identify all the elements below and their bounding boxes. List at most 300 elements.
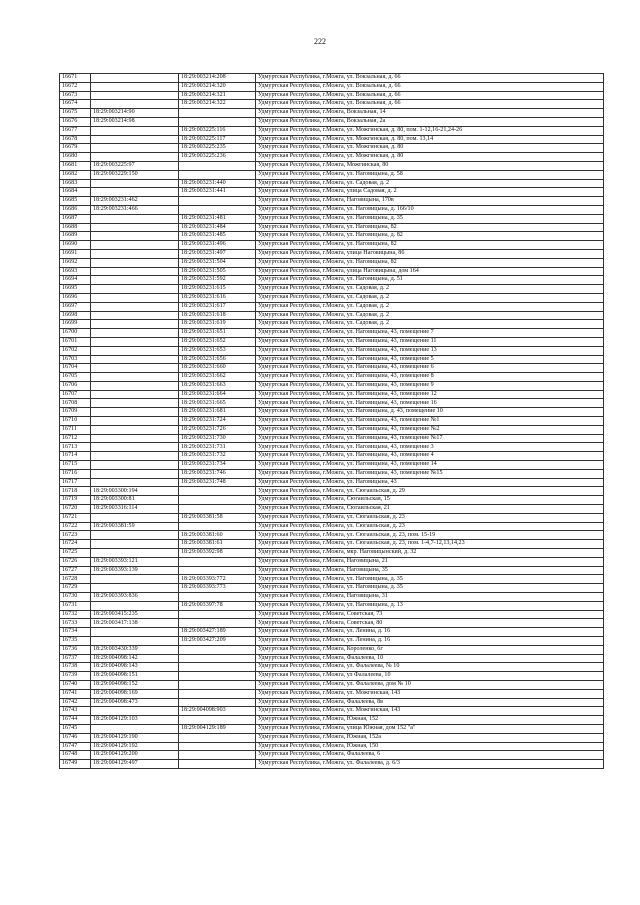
- table-row: [60, 672, 604, 681]
- row-number-cell: 16733: [60, 619, 91, 628]
- object-cadastral-number-cell: 18:29:003231:663: [179, 381, 256, 390]
- object-cadastral-number-cell: [179, 522, 256, 531]
- row-number-cell: 16728: [60, 575, 91, 584]
- object-cadastral-number-cell: 18:29:003231:481: [179, 214, 256, 223]
- land-cadastral-number-cell: [91, 540, 179, 549]
- address-cell: Удмуртская Республика, г.Можга, ул. Наговицына, д. 166/10: [256, 205, 604, 214]
- row-number-cell: 16710: [60, 417, 91, 426]
- land-cadastral-number-cell: [91, 355, 179, 364]
- object-cadastral-number-cell: 18:29:003231:653: [179, 346, 256, 355]
- object-cadastral-number-cell: [179, 170, 256, 179]
- land-cadastral-number-cell: [91, 320, 179, 329]
- object-cadastral-number-cell: [179, 742, 256, 751]
- row-number-cell: 16726: [60, 557, 91, 566]
- object-cadastral-number-cell: 18:29:003231:724: [179, 417, 256, 426]
- address-cell: Удмуртская Республика, г.Можга, мкр. Наговицынский, д. 32: [256, 549, 604, 558]
- address-cell: Удмуртская Республика, г.Можга, ул. Наговицына, 43, помещение 12: [256, 390, 604, 399]
- land-cadastral-number-cell: [91, 285, 179, 294]
- land-cadastral-number-cell: [91, 628, 179, 637]
- land-cadastral-number-cell: [91, 267, 179, 276]
- registry-table: [59, 73, 604, 769]
- row-number-cell: 16736: [60, 645, 91, 654]
- address-cell: Удмуртская Республика, г.Можга, ул. Наговицына, 43, помещение 4: [256, 452, 604, 461]
- row-number-cell: 16715: [60, 461, 91, 470]
- address-cell: Удмуртская Республика, г.Можга, ул. Наговицына, д. 35: [256, 214, 604, 223]
- land-cadastral-number-cell: [91, 179, 179, 188]
- page-number: 222: [314, 37, 326, 46]
- row-number-cell: 16740: [60, 680, 91, 689]
- object-cadastral-number-cell: 18:29:003231:664: [179, 390, 256, 399]
- land-cadastral-number-cell: 18:29:003214:98: [91, 117, 179, 126]
- object-cadastral-number-cell: [179, 751, 256, 760]
- table-row: [60, 610, 604, 619]
- object-cadastral-number-cell: 18:29:003231:734: [179, 461, 256, 470]
- land-cadastral-number-cell: [91, 329, 179, 338]
- table-row: [60, 557, 604, 566]
- land-cadastral-number-cell: [91, 724, 179, 733]
- row-number-cell: 16686: [60, 205, 91, 214]
- object-cadastral-number-cell: 18:29:003231:662: [179, 373, 256, 382]
- object-cadastral-number-cell: 18:29:003231:660: [179, 364, 256, 373]
- object-cadastral-number-cell: [179, 663, 256, 672]
- object-cadastral-number-cell: 18:29:003231:592: [179, 276, 256, 285]
- row-number-cell: 16712: [60, 434, 91, 443]
- table-row: [60, 311, 604, 320]
- land-cadastral-number-cell: 18:29:003393:836: [91, 593, 179, 602]
- land-cadastral-number-cell: [91, 126, 179, 135]
- land-cadastral-number-cell: [91, 443, 179, 452]
- land-cadastral-number-cell: [91, 637, 179, 646]
- address-cell: Удмуртская Республика, г.Можга, Короленко, 6г: [256, 645, 604, 654]
- row-number-cell: 16722: [60, 522, 91, 531]
- land-cadastral-number-cell: 18:29:004129:103: [91, 716, 179, 725]
- object-cadastral-number-cell: 18:29:003231:656: [179, 355, 256, 364]
- row-number-cell: 16724: [60, 540, 91, 549]
- row-number-cell: 16673: [60, 91, 91, 100]
- land-cadastral-number-cell: 18:29:003214:90: [91, 109, 179, 118]
- table-row: [60, 285, 604, 294]
- object-cadastral-number-cell: 18:29:003231:681: [179, 408, 256, 417]
- address-cell: Удмуртская Республика, г.Можга, ул. Садовая, д. 2: [256, 179, 604, 188]
- address-cell: Удмуртская Республика, г.Можга, Южная, 152: [256, 716, 604, 725]
- land-cadastral-number-cell: [91, 575, 179, 584]
- table-row: [60, 505, 604, 514]
- row-number-cell: 16742: [60, 698, 91, 707]
- address-cell: Удмуртская Республика, г.Можга, ул. Наговицына, 43, помещение 13: [256, 346, 604, 355]
- object-cadastral-number-cell: 18:29:003231:652: [179, 337, 256, 346]
- row-number-cell: 16718: [60, 487, 91, 496]
- table-row: [60, 680, 604, 689]
- address-cell: Удмуртская Республика, г.Можга, ул. Наговицына, 43, помещение 7: [256, 329, 604, 338]
- row-number-cell: 16732: [60, 610, 91, 619]
- address-cell: Удмуртская Республика, г.Можга, ул. Наговицына, 43, помещение 8: [256, 373, 604, 382]
- land-cadastral-number-cell: [91, 399, 179, 408]
- address-cell: Удмуртская Республика, г.Можга, ул. Наговицына, д. 43, помещение 10: [256, 408, 604, 417]
- object-cadastral-number-cell: [179, 760, 256, 769]
- object-cadastral-number-cell: [179, 716, 256, 725]
- row-number-cell: 16716: [60, 469, 91, 478]
- table-row: [60, 355, 604, 364]
- address-cell: Удмуртская Республика, г.Можга, Советская, 80: [256, 619, 604, 628]
- object-cadastral-number-cell: [179, 698, 256, 707]
- table-row: [60, 100, 604, 109]
- table-row: [60, 390, 604, 399]
- object-cadastral-number-cell: 18:29:004098:903: [179, 707, 256, 716]
- row-number-cell: 16702: [60, 346, 91, 355]
- object-cadastral-number-cell: 18:29:003231:665: [179, 399, 256, 408]
- land-cadastral-number-cell: 18:29:004098:151: [91, 672, 179, 681]
- land-cadastral-number-cell: 18:29:003393:121: [91, 557, 179, 566]
- address-cell: Удмуртская Республика, г.Можга, ул. Наговицына, 43, помещение 9: [256, 381, 604, 390]
- row-number-cell: 16708: [60, 399, 91, 408]
- address-cell: Удмуртская Республика, г.Можга, Сюгаильская, 21: [256, 505, 604, 514]
- land-cadastral-number-cell: [91, 74, 179, 83]
- land-cadastral-number-cell: 18:29:003417:138: [91, 619, 179, 628]
- land-cadastral-number-cell: [91, 91, 179, 100]
- table-row: [60, 724, 604, 733]
- address-cell: Удмуртская Республика, г.Можга, ул. Наговицына, 43, помещение №17: [256, 434, 604, 443]
- address-cell: Удмуртская Республика, г.Можга, ул. Наговицына, 43, помещение 14: [256, 461, 604, 470]
- object-cadastral-number-cell: 18:29:003381:58: [179, 513, 256, 522]
- address-cell: Удмуртская Республика, г.Можга, ул. Наговицына, д. 35: [256, 575, 604, 584]
- object-cadastral-number-cell: 18:29:003393:773: [179, 584, 256, 593]
- row-number-cell: 16678: [60, 135, 91, 144]
- land-cadastral-number-cell: [91, 390, 179, 399]
- object-cadastral-number-cell: 18:29:003231:504: [179, 258, 256, 267]
- table-row: [60, 593, 604, 602]
- object-cadastral-number-cell: 18:29:004129:189: [179, 724, 256, 733]
- land-cadastral-number-cell: [91, 478, 179, 487]
- address-cell: Удмуртская Республика, г.Можга, ул. Сюгаильская, д. 23: [256, 513, 604, 522]
- table-row: [60, 276, 604, 285]
- land-cadastral-number-cell: [91, 707, 179, 716]
- row-number-cell: 16738: [60, 663, 91, 672]
- land-cadastral-number-cell: [91, 82, 179, 91]
- row-number-cell: 16687: [60, 214, 91, 223]
- row-number-cell: 16677: [60, 126, 91, 135]
- table-row: [60, 619, 604, 628]
- table-row: [60, 654, 604, 663]
- row-number-cell: 16692: [60, 258, 91, 267]
- table-row: [60, 707, 604, 716]
- land-cadastral-number-cell: 18:29:003316:114: [91, 505, 179, 514]
- land-cadastral-number-cell: [91, 513, 179, 522]
- object-cadastral-number-cell: 18:29:003231:746: [179, 469, 256, 478]
- address-cell: Удмуртская Республика, г.Можга, ул. Наговицына, 43, помещение 5: [256, 355, 604, 364]
- row-number-cell: 16734: [60, 628, 91, 637]
- table-row: [60, 320, 604, 329]
- address-cell: Удмуртская Республика, г.Можга, ул. Сюгаильская, д. 29: [256, 487, 604, 496]
- row-number-cell: 16747: [60, 742, 91, 751]
- address-cell: Удмуртская Республика, г.Можга, ул. Наговицына, д. 58: [256, 170, 604, 179]
- row-number-cell: 16717: [60, 478, 91, 487]
- object-cadastral-number-cell: 18:29:003231:440: [179, 179, 256, 188]
- row-number-cell: 16729: [60, 584, 91, 593]
- row-number-cell: 16685: [60, 197, 91, 206]
- object-cadastral-number-cell: [179, 689, 256, 698]
- land-cadastral-number-cell: [91, 302, 179, 311]
- land-cadastral-number-cell: [91, 461, 179, 470]
- address-cell: Удмуртская Республика, г.Можга, ул. Наговицына, д. 82: [256, 232, 604, 241]
- object-cadastral-number-cell: 18:29:003381:61: [179, 540, 256, 549]
- object-cadastral-number-cell: 18:29:003397:78: [179, 601, 256, 610]
- table-row: [60, 549, 604, 558]
- land-cadastral-number-cell: 18:29:004129:200: [91, 751, 179, 760]
- table-row: [60, 109, 604, 118]
- address-cell: Удмуртская Республика, г.Можга, улица Южная, дом 152 "а": [256, 724, 604, 733]
- land-cadastral-number-cell: [91, 346, 179, 355]
- table-row: [60, 461, 604, 470]
- table-row: [60, 452, 604, 461]
- row-number-cell: 16743: [60, 707, 91, 716]
- object-cadastral-number-cell: [179, 645, 256, 654]
- row-number-cell: 16672: [60, 82, 91, 91]
- row-number-cell: 16711: [60, 425, 91, 434]
- table-row: [60, 531, 604, 540]
- land-cadastral-number-cell: [91, 135, 179, 144]
- address-cell: Удмуртская Республика, г.Можга, ул. Вокзальная, д. 66: [256, 82, 604, 91]
- object-cadastral-number-cell: [179, 654, 256, 663]
- address-cell: Удмуртская Республика, г.Можга, Наговицына, 31: [256, 593, 604, 602]
- table-row: [60, 153, 604, 162]
- land-cadastral-number-cell: [91, 232, 179, 241]
- land-cadastral-number-cell: 18:29:003381:59: [91, 522, 179, 531]
- land-cadastral-number-cell: 18:29:004098:142: [91, 654, 179, 663]
- address-cell: Удмуртская Республика, г.Можга, ул. Наговицына, д. 51: [256, 276, 604, 285]
- address-cell: Удмуртская Республика, г.Можга, ул. Фалалеева, № 10: [256, 663, 604, 672]
- address-cell: Удмуртская Республика, г.Можга, ул. Ленина, д. 16: [256, 628, 604, 637]
- table-row: [60, 513, 604, 522]
- address-cell: Удмуртская Республика, г.Можга, ул. Наговицына, 43: [256, 478, 604, 487]
- land-cadastral-number-cell: 18:29:003231:462: [91, 197, 179, 206]
- land-cadastral-number-cell: [91, 241, 179, 250]
- address-cell: Удмуртская Республика, г.Можга, ул. Наговицына, 43, помещение 16: [256, 399, 604, 408]
- land-cadastral-number-cell: 18:29:004129:497: [91, 760, 179, 769]
- object-cadastral-number-cell: 18:29:003214:320: [179, 82, 256, 91]
- object-cadastral-number-cell: [179, 672, 256, 681]
- table-row: [60, 381, 604, 390]
- land-cadastral-number-cell: [91, 223, 179, 232]
- row-number-cell: 16749: [60, 760, 91, 769]
- address-cell: Удмуртская Республика, г.Можга, Южная, 150: [256, 742, 604, 751]
- address-cell: Удмуртская Республика, г.Можга, ул. Наговицына, 82: [256, 241, 604, 250]
- object-cadastral-number-cell: 18:29:003231:484: [179, 223, 256, 232]
- address-cell: Удмуртская Республика, г.Можга, ул. Можгинская, д. 80: [256, 153, 604, 162]
- table-row: [60, 373, 604, 382]
- address-cell: Удмуртская Республика, г.Можга, Вокзальная, 2а: [256, 117, 604, 126]
- object-cadastral-number-cell: 18:29:003225:117: [179, 135, 256, 144]
- address-cell: Удмуртская Республика, г.Можга, Фалалеева, 8в: [256, 698, 604, 707]
- row-number-cell: 16696: [60, 293, 91, 302]
- address-cell: Удмуртская Республика, г.Можга, ул. Можгинская, д. 80, пом. 13,14: [256, 135, 604, 144]
- land-cadastral-number-cell: 18:29:003393:139: [91, 566, 179, 575]
- table-row: [60, 126, 604, 135]
- land-cadastral-number-cell: 18:29:004129:190: [91, 733, 179, 742]
- table-row: [60, 337, 604, 346]
- object-cadastral-number-cell: [179, 557, 256, 566]
- land-cadastral-number-cell: 18:29:003231:466: [91, 205, 179, 214]
- row-number-cell: 16744: [60, 716, 91, 725]
- table-row: [60, 408, 604, 417]
- address-cell: Удмуртская Республика, г.Можга, ул. Наговицына, д. 35: [256, 584, 604, 593]
- table-row: [60, 751, 604, 760]
- object-cadastral-number-cell: 18:29:003225:235: [179, 144, 256, 153]
- object-cadastral-number-cell: 18:29:003393:772: [179, 575, 256, 584]
- address-cell: Удмуртская Республика, г.Можга, ул. Наговицына, 43, помещение 6: [256, 364, 604, 373]
- land-cadastral-number-cell: [91, 214, 179, 223]
- address-cell: Удмуртская Республика, г.Можга, Южная, 152а: [256, 733, 604, 742]
- table-row: [60, 645, 604, 654]
- address-cell: Удмуртская Республика, г.Можга, Наговицына, 170в: [256, 197, 604, 206]
- object-cadastral-number-cell: 18:29:003225:236: [179, 153, 256, 162]
- row-number-cell: 16683: [60, 179, 91, 188]
- row-number-cell: 16727: [60, 566, 91, 575]
- table-row: [60, 425, 604, 434]
- address-cell: Удмуртская Республика, г.Можга, Советская, 73: [256, 610, 604, 619]
- table-row: [60, 540, 604, 549]
- row-number-cell: 16713: [60, 443, 91, 452]
- table-row: [60, 584, 604, 593]
- row-number-cell: 16714: [60, 452, 91, 461]
- row-number-cell: 16707: [60, 390, 91, 399]
- object-cadastral-number-cell: 18:29:003231:748: [179, 478, 256, 487]
- address-cell: Удмуртская Республика, г.Можга, Фалалеева, 10: [256, 654, 604, 663]
- object-cadastral-number-cell: 18:29:003231:730: [179, 434, 256, 443]
- land-cadastral-number-cell: [91, 584, 179, 593]
- row-number-cell: 16676: [60, 117, 91, 126]
- row-number-cell: 16697: [60, 302, 91, 311]
- row-number-cell: 16689: [60, 232, 91, 241]
- address-cell: Удмуртская Республика, г.Можга, ул. Вокзальная, д. 66: [256, 100, 604, 109]
- address-cell: Удмуртская Республика, г.Можга, ул. Можгинская, 143: [256, 689, 604, 698]
- table-row: [60, 346, 604, 355]
- address-cell: Удмуртская Республика, г.Можга, ул. Наговицына, 43, помещение №2: [256, 425, 604, 434]
- address-cell: Удмуртская Республика, г.Можга, ул. Садовая, д. 2: [256, 293, 604, 302]
- table-row: [60, 443, 604, 452]
- land-cadastral-number-cell: [91, 153, 179, 162]
- row-number-cell: 16741: [60, 689, 91, 698]
- table-row: [60, 197, 604, 206]
- table-row: [60, 188, 604, 197]
- address-cell: Удмуртская Республика, г.Можга, улица Наговицына, дом 164: [256, 267, 604, 276]
- address-cell: Удмуртская Республика, г.Можга, ул. Сюгаильская, д. 23, пом. 1-4,7-12,13,14,23: [256, 540, 604, 549]
- row-number-cell: 16720: [60, 505, 91, 514]
- land-cadastral-number-cell: 18:29:004098:473: [91, 698, 179, 707]
- object-cadastral-number-cell: 18:29:003231:619: [179, 320, 256, 329]
- table-row: [60, 329, 604, 338]
- table-row: [60, 742, 604, 751]
- address-cell: Удмуртская Республика, г.Можга, ул. Наговицына, 43, помещение №15: [256, 469, 604, 478]
- object-cadastral-number-cell: 18:29:003231:615: [179, 285, 256, 294]
- address-cell: Удмуртская Республика, г.Можга, ул. Садовая, д. 2: [256, 285, 604, 294]
- table-row: [60, 179, 604, 188]
- table-row: [60, 601, 604, 610]
- table-row: [60, 144, 604, 153]
- address-cell: Удмуртская Республика, г.Можга, улица Наговицына, 86: [256, 249, 604, 258]
- table-row: [60, 205, 604, 214]
- row-number-cell: 16693: [60, 267, 91, 276]
- row-number-cell: 16684: [60, 188, 91, 197]
- land-cadastral-number-cell: 18:29:004098:169: [91, 689, 179, 698]
- land-cadastral-number-cell: [91, 381, 179, 390]
- object-cadastral-number-cell: [179, 680, 256, 689]
- row-number-cell: 16698: [60, 311, 91, 320]
- table-row: [60, 566, 604, 575]
- land-cadastral-number-cell: 18:29:004129:192: [91, 742, 179, 751]
- table-row: [60, 232, 604, 241]
- land-cadastral-number-cell: [91, 373, 179, 382]
- row-number-cell: 16705: [60, 373, 91, 382]
- table-row: [60, 434, 604, 443]
- object-cadastral-number-cell: 18:29:003231:497: [179, 249, 256, 258]
- object-cadastral-number-cell: 18:29:003214:208: [179, 74, 256, 83]
- object-cadastral-number-cell: 18:29:003231:441: [179, 188, 256, 197]
- object-cadastral-number-cell: [179, 197, 256, 206]
- address-cell: Удмуртская Республика, г.Можга, Фалалеева, 6: [256, 751, 604, 760]
- table-row: [60, 249, 604, 258]
- table-row: [60, 82, 604, 91]
- address-cell: Удмуртская Республика, г.Можга, улица Садовая, д. 2: [256, 188, 604, 197]
- object-cadastral-number-cell: [179, 496, 256, 505]
- object-cadastral-number-cell: 18:29:003225:116: [179, 126, 256, 135]
- land-cadastral-number-cell: [91, 417, 179, 426]
- row-number-cell: 16748: [60, 751, 91, 760]
- address-cell: Удмуртская Республика, г.Можга, Сюгаильская, 15: [256, 496, 604, 505]
- object-cadastral-number-cell: [179, 505, 256, 514]
- address-cell: Удмуртская Республика, г.Можга, ул. Можгинская, д. 80, пом. 1-12,16-21,24-26: [256, 126, 604, 135]
- table-row: [60, 637, 604, 646]
- table-row: [60, 214, 604, 223]
- land-cadastral-number-cell: 18:29:003300:81: [91, 496, 179, 505]
- table-row: [60, 487, 604, 496]
- address-cell: Удмуртская Республика, г.Можга, ул. Наговицына, 43, помещение 3: [256, 443, 604, 452]
- row-number-cell: 16730: [60, 593, 91, 602]
- land-cadastral-number-cell: [91, 601, 179, 610]
- land-cadastral-number-cell: [91, 249, 179, 258]
- table-row: [60, 496, 604, 505]
- address-cell: Удмуртская Республика, г.Можга, ул. Можгинская, 143: [256, 707, 604, 716]
- land-cadastral-number-cell: 18:29:003415:235: [91, 610, 179, 619]
- object-cadastral-number-cell: 18:29:003381:60: [179, 531, 256, 540]
- row-number-cell: 16745: [60, 724, 91, 733]
- row-number-cell: 16682: [60, 170, 91, 179]
- land-cadastral-number-cell: [91, 425, 179, 434]
- object-cadastral-number-cell: [179, 109, 256, 118]
- address-cell: Удмуртская Республика, г.Можга, ул. Наговицына, 43, помещение №1: [256, 417, 604, 426]
- address-cell: Удмуртская Республика, г.Можга, Наговицына, 35: [256, 566, 604, 575]
- address-cell: Удмуртская Республика, г.Можга, ул. Сюгаильская, д. 23, пом. 15-19: [256, 531, 604, 540]
- land-cadastral-number-cell: 18:29:003300:194: [91, 487, 179, 496]
- object-cadastral-number-cell: 18:29:003231:726: [179, 425, 256, 434]
- row-number-cell: 16690: [60, 241, 91, 250]
- object-cadastral-number-cell: 18:29:003231:617: [179, 302, 256, 311]
- object-cadastral-number-cell: 18:29:003231:731: [179, 443, 256, 452]
- table-row: [60, 293, 604, 302]
- land-cadastral-number-cell: 18:29:004098:152: [91, 680, 179, 689]
- object-cadastral-number-cell: 18:29:003231:496: [179, 241, 256, 250]
- row-number-cell: 16746: [60, 733, 91, 742]
- object-cadastral-number-cell: 18:29:003231:505: [179, 267, 256, 276]
- table-row: [60, 760, 604, 769]
- address-cell: Удмуртская Республика, г.Можга, ул. Наговицына, 43, помещение 11: [256, 337, 604, 346]
- row-number-cell: 16694: [60, 276, 91, 285]
- object-cadastral-number-cell: [179, 487, 256, 496]
- row-number-cell: 16731: [60, 601, 91, 610]
- object-cadastral-number-cell: [179, 733, 256, 742]
- address-cell: Удмуртская Республика, г.Можга, ул. Фалалеева, д. 6/3: [256, 760, 604, 769]
- row-number-cell: 16704: [60, 364, 91, 373]
- land-cadastral-number-cell: [91, 293, 179, 302]
